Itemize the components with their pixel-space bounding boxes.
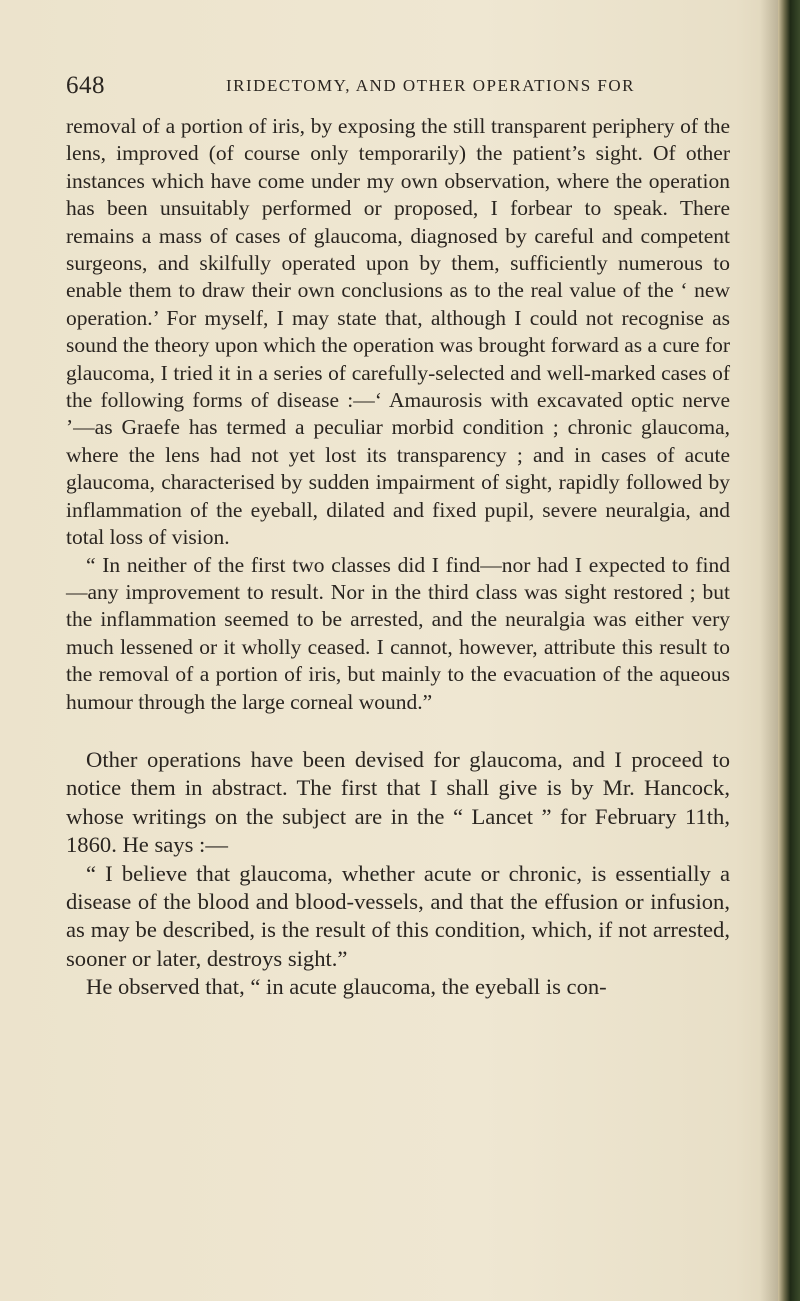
running-title: IRIDECTOMY, AND OTHER OPERATIONS FOR xyxy=(226,76,635,95)
paragraph-5: He observed that, “ in acute glaucoma, the eyeball is con- xyxy=(86,974,607,1000)
page-number: 648 xyxy=(66,72,105,99)
page-header xyxy=(66,72,716,112)
paragraph-3: Other operations have been devised for glaucoma, and I proceed to notice them in abstract. The first that I shall give is by Mr. Hancock, whose writings on the subject are in the “ Lancet ” for February 11th, 1860. He says :— xyxy=(66,746,730,858)
gutter-shadow xyxy=(760,0,778,1301)
book-spine xyxy=(778,0,800,1301)
paragraph-4-quote: “ I believe that glaucoma, whether acute or chronic, is essentially a disease of the blood and blood-vessels, and that the effusion or infusion, as may be described, is the result of this condition, which, if not arrested, sooner or later, destroys sight.” xyxy=(66,860,730,971)
paragraph-1: removal of a portion of iris, by exposing the still transparent periphery of the lens, improved (of course only temporarily) the patient’s sight. Of other instances which have come under my own observation, where the operation has been unsuitably performed or proposed, I forbear to speak. There remains a mass of cases of glaucoma, diagnosed by careful and competent surgeons, and skilfully operated upon by them, sufficiently numerous to enable them to draw their own conclusions as to the real value of the ‘ new operation.’ For myself, I may state that, although I could not recognise as sound the theory upon which the operation was brought forward as a cure for glaucoma, I tried it in a series of carefully-selected and well-marked cases of the following forms of disease :—‘ Amaurosis with excavated optic nerve ’—as Graefe has termed a peculiar morbid condition ; chronic glaucoma, where the lens had not yet lost its transparency ; and in cases of acute glaucoma, characterised by sudden impairment of sight, rapidly followed by inflammation of the eyeball, dilated and fixed pupil, severe neuralgia, and total loss of vision. xyxy=(66,114,730,550)
page-body xyxy=(66,113,730,1002)
paragraph-2-quote: “ In neither of the first two classes did I find—nor had I expected to find—any improvement to result. Nor in the third class was sight restored ; but the inflammation seemed to be arrested, and the neuralgia was either very much lessened or it wholly ceased. I cannot, however, attribute this result to the removal of a portion of iris, but mainly to the evacuation of the aqueous humour through the large corneal wound.” xyxy=(66,552,730,714)
